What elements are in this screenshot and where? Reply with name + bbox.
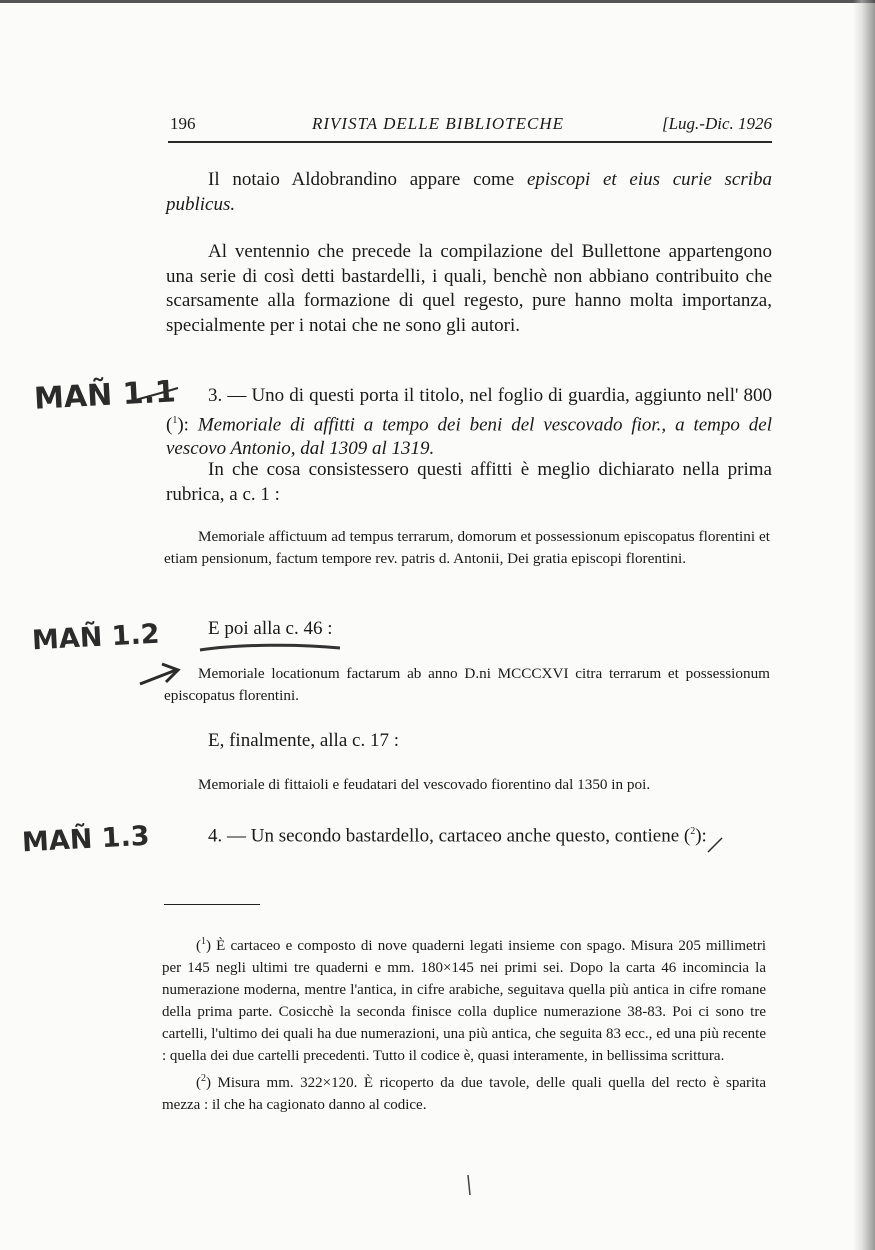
margin-annotation-3: MAÑ 1.3	[21, 820, 151, 859]
paragraph-text: 4. — Un secondo bastardello, cartaceo anche questo, contiene (	[208, 825, 691, 847]
margin-annotation-1: MAÑ 1.1	[33, 374, 177, 417]
footnote-text: È cartaceo e composto di nove quaderni legati insieme con spago. Misura 205 millimetri per 145 negli ultimi tre quaderni e mm. 180×145 nei primi sei. Dopo la carta 46 incomincia la numerazione moderna, mentre l'antica, in cifre arabiche, seguitava quella più antica in cifre romane della prima parte. Cosicchè la seconda finisce colla duplice numerazione 38-83. Poi ci sono tre cartelli, l'ultimo dei quali ha due numerazioni, una più antica, che seguita 83 ecc., ed una più recente : quella dei due cartelli precedenti. Tutto il codice è, quasi interamente, in bellissima scrittura.	[162, 938, 766, 1065]
quotation-text: Memoriale di fittaioli e feudatari del vescovado fiorentino dal 1350 in poi.	[198, 776, 651, 793]
footnote-ref: 2	[690, 826, 696, 837]
underline-mark-1	[128, 388, 178, 402]
margin-annotation-2: MAÑ 1.2	[31, 618, 161, 657]
quotation-text: Memoriale locationum factarum ab anno D.ni MCCCXVI citra terrarum et possessionum episcopatus florentini.	[164, 665, 770, 704]
paragraph-text: E poi alla c. 46 :	[208, 618, 333, 639]
underline-mark-2	[200, 645, 340, 650]
paragraph-text: In che cosa consistessero questi affitti è meglio dichiarato nella prima rubrica, a c. 1 :	[166, 459, 772, 505]
quotation-text: Memoriale affictuum ad tempus terrarum, domorum et possessionum episcopatus florentini et etiam pensionum, factum tempore rev. patris d. Antonii, Dei gratia episcopi florentini.	[164, 528, 770, 567]
page-number: 196	[170, 114, 196, 133]
stray-mark	[468, 1175, 470, 1195]
footnote-text: Misura mm. 322×120. È ricoperto da due tavole, delle quali quella del recto è sparita mezza : il che ha cagionato danno al codice.	[162, 1074, 767, 1113]
footnote-mark: 1	[201, 936, 206, 947]
footnote-mark: 2	[201, 1072, 206, 1084]
paragraph-italic: Memoriale di affitti a tempo dei beni del vescovado fior., a tempo del vescovo Antonio, dal 1309 al 1319.	[166, 413, 772, 460]
paragraph-text: ):	[177, 413, 198, 435]
footnote-ref: 1	[172, 414, 178, 426]
paragraph-text: ):	[695, 825, 707, 847]
paragraph-text: Al ventennio che precede la compilazione del Bullettone appartengono una serie di così detti bastardelli, i quali, benchè non abbiano contribuito che scarsamente alla formazione di quel regesto, pure hanno molta importanza, specialmente per i notai che ne sono gli autori.	[166, 241, 772, 336]
paragraph-text: 3. — Uno di questi porta il titolo, nel foglio di guardia, aggiunto nell' 800 (	[166, 385, 772, 435]
tick-mark	[708, 838, 722, 852]
footnote-1: ($^1$) È cartaceo e composto di nove quaderni legati insieme con spago. Misura 205 millimetri per 145 negli ultimi tre quaderni e mm. 180×145 nei primi sei. Dopo la carta 46 incomincia la numerazione moderna, mentre l'antica, in cifre arabiche, seguitava quella più antica in cifre romane della prima parte. Cosicchè la seconda finisce colla duplice numerazione 38-83. Poi ci sono tre cartelli, l'ultimo dei quali ha due numerazioni, una più antica, che seguita 83 ecc., ed una più recente : quella dei due cartelli precedenti. Tutto il codice è, quasi interamente, in bellissima scrittura.	[162, 936, 766, 1065]
footnote-2: ($^2$) Misura mm. 322×120. È ricoperto da due tavole, delle quali quella del recto è sparita mezza : il che ha cagionato danno al codice.	[162, 1072, 767, 1113]
paragraph-text: Il notaio Aldobrandino appare come	[208, 169, 527, 190]
issue-date: [Lug.-Dic. 1926	[661, 114, 772, 133]
paragraph-text: E, finalmente, alla c. 17 :	[208, 730, 399, 751]
paragraph-italic: episcopi et eius curie scriba publicus.	[166, 169, 772, 215]
journal-title: RIVISTA DELLE BIBLIOTECHE	[312, 114, 564, 133]
